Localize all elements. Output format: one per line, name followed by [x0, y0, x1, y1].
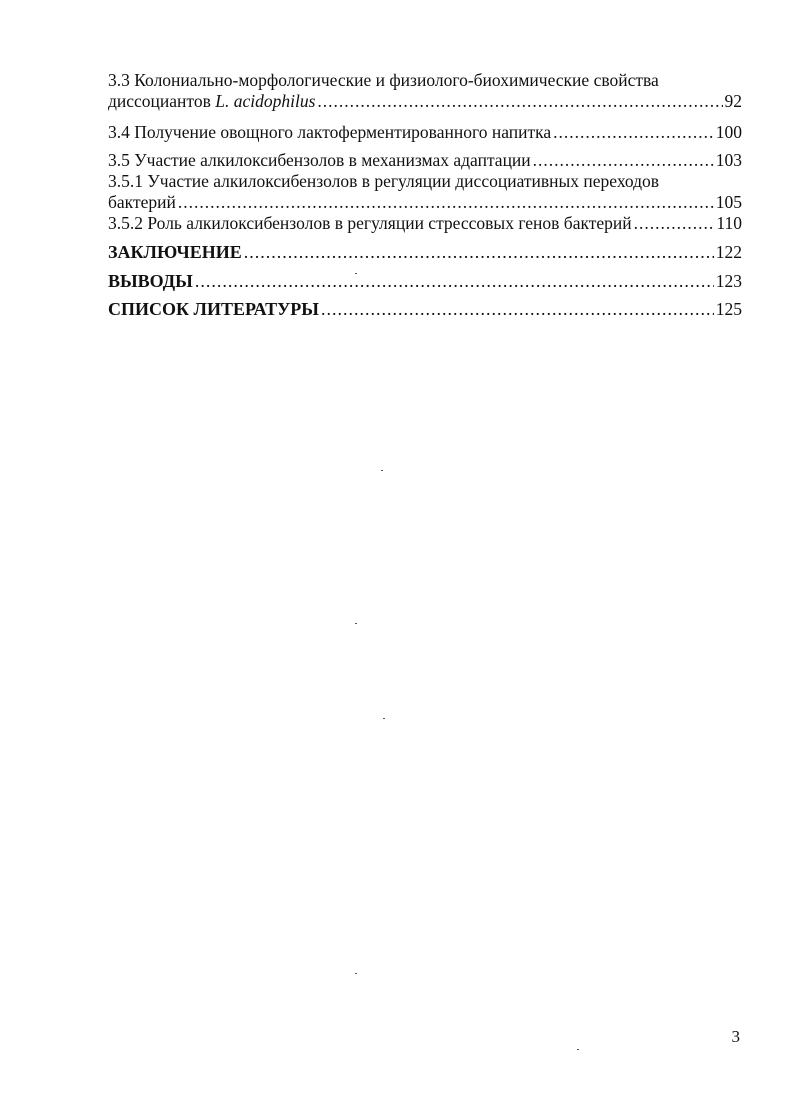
toc-page-number: 125	[715, 299, 742, 319]
leader-dots	[533, 150, 714, 171]
toc-entry-title-cont: диссоциантов	[108, 91, 211, 111]
leader-dots	[553, 122, 714, 143]
leader-dots	[634, 213, 715, 234]
toc-entry-references	[108, 299, 742, 320]
toc-entry-3-5-2	[108, 213, 742, 234]
toc-entry-title: 3.5 Участие алкилоксибензолов в механизмах адаптации	[108, 150, 531, 170]
leader-dots	[317, 91, 722, 112]
toc-entry-title-cont: бактерий	[108, 192, 176, 212]
leader-dots	[195, 271, 714, 292]
toc-entry-title: ЗАКЛЮЧЕНИЕ	[108, 242, 242, 262]
page-number: 3	[731, 1027, 740, 1046]
species-name: L. acidophilus	[215, 91, 316, 111]
toc-entry-3-5-1	[108, 171, 742, 213]
toc-entry-title: 3.3 Колониально-морфологические и физиолого-биохимические свойства	[108, 70, 659, 90]
toc-page-number: 100	[715, 122, 742, 142]
scan-speck	[577, 1049, 579, 1050]
toc-entry-title: 3.5.2 Роль алкилоксибензолов в регуляции стрессовых генов бактерий	[108, 213, 632, 233]
toc-entry-title: 3.5.1 Участие алкилоксибензолов в регуляции диссоциативных переходов	[108, 171, 660, 191]
toc-entry-title: 3.4 Получение овощного лактоферментированного напитка	[108, 122, 552, 142]
toc-entry-title: ВЫВОДЫ	[108, 271, 193, 291]
toc-entry-conclusion	[108, 242, 742, 263]
toc-page-number: 105	[715, 192, 742, 212]
leader-dots	[321, 299, 714, 320]
leader-dots	[178, 192, 714, 213]
scan-speck	[355, 623, 357, 624]
toc-page-number: 122	[715, 242, 742, 262]
toc-entry-3-5	[108, 150, 742, 171]
toc-entry-findings	[108, 271, 742, 292]
toc-page-number: 110	[716, 213, 742, 233]
toc-entry-title: СПИСОК ЛИТЕРАТУРЫ	[108, 299, 319, 319]
scan-speck	[355, 273, 357, 274]
toc-entry-3-3	[108, 70, 742, 112]
toc-page-number: 103	[715, 150, 742, 170]
toc-page-number: 92	[724, 91, 742, 111]
leader-dots	[244, 242, 714, 263]
scan-speck	[383, 718, 385, 719]
toc-entry-3-4	[108, 122, 742, 143]
scan-speck	[381, 470, 383, 471]
toc-page-number: 123	[715, 271, 742, 291]
scan-speck	[355, 973, 357, 974]
